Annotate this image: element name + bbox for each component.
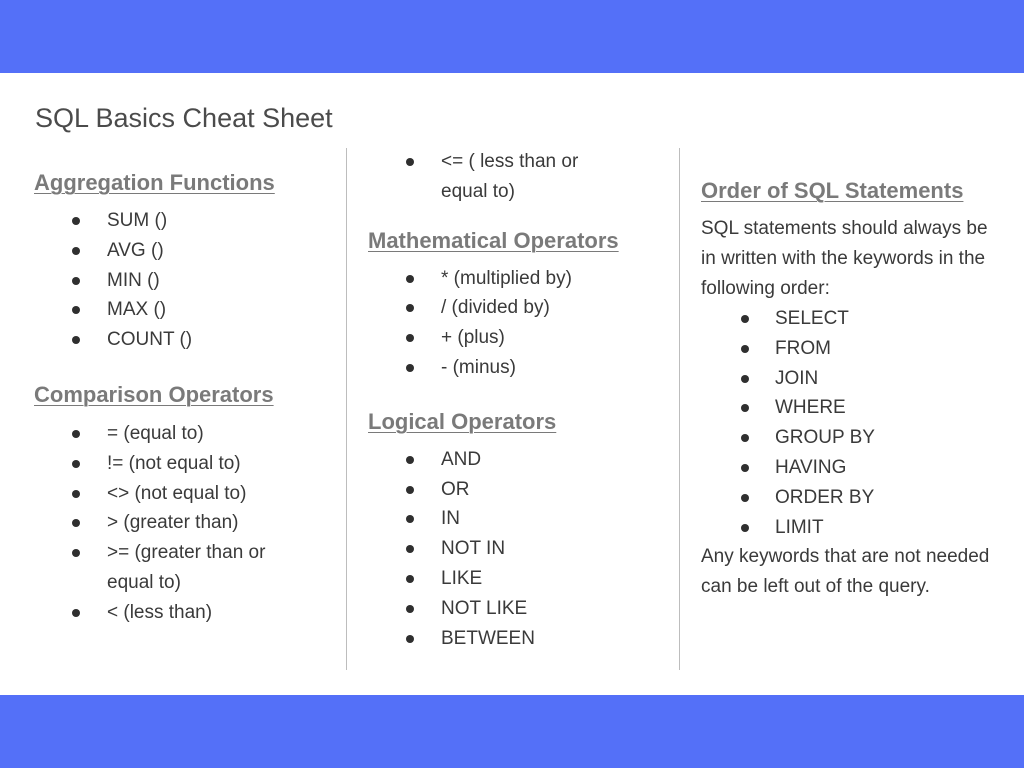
list-item: GROUP BY [701,423,1001,453]
list-item: FROM [701,334,1001,364]
list-item: AVG () [34,236,334,266]
list-item: / (divided by) [368,293,668,323]
list-item: * (multiplied by) [368,264,668,294]
aggregation-list [34,206,334,355]
list-item: != (not equal to) [34,449,334,479]
top-banner [0,0,1024,73]
list-item: > (greater than) [34,508,334,538]
list-item: WHERE [701,393,1001,423]
list-item: = (equal to) [34,419,334,449]
list-item: MIN () [34,266,334,296]
comparison-list [34,419,334,628]
list-item: LIKE [368,564,668,594]
list-item: <> (not equal to) [34,479,334,509]
bottom-banner [0,695,1024,768]
list-item: MAX () [34,295,334,325]
list-item: <= ( less than or equal to) [368,147,611,207]
list-item: COUNT () [34,325,334,355]
mathematical-list [368,264,668,383]
column-divider-1 [346,148,347,670]
list-item: OR [368,475,668,505]
page-title: SQL Basics Cheat Sheet [35,103,333,133]
aggregation-heading: Aggregation Functions [34,170,275,195]
logical-list [368,445,668,654]
column-2 [368,147,668,653]
list-item: HAVING [701,453,1001,483]
order-list [701,304,1001,542]
column-1 [34,168,334,628]
logical-heading: Logical Operators [368,408,557,434]
list-item: SELECT [701,304,1001,334]
list-item: LIMIT [701,513,1001,543]
list-item: - (minus) [368,353,668,383]
list-item: ORDER BY [701,483,1001,513]
list-item: >= (greater than or equal to) [34,538,297,598]
column-divider-2 [679,148,680,670]
comparison-list-continued [368,147,668,207]
list-item: BETWEEN [368,624,668,654]
order-heading: Order of SQL Statements [701,178,964,203]
list-item: + (plus) [368,323,668,353]
list-item: NOT LIKE [368,594,668,624]
list-item: SUM () [34,206,334,236]
order-outro-text: Any keywords that are not needed can be left out of the query. [701,546,990,598]
column-3 [701,176,1001,602]
list-item: < (less than) [34,598,334,628]
list-item: JOIN [701,364,1001,394]
comparison-heading: Comparison Operators [34,381,274,407]
list-item: NOT IN [368,534,668,564]
mathematical-heading: Mathematical Operators [368,227,619,253]
list-item: IN [368,504,668,534]
order-intro-text: SQL statements should always be in written with the keywords in the following order: [701,218,988,299]
list-item: AND [368,445,668,475]
